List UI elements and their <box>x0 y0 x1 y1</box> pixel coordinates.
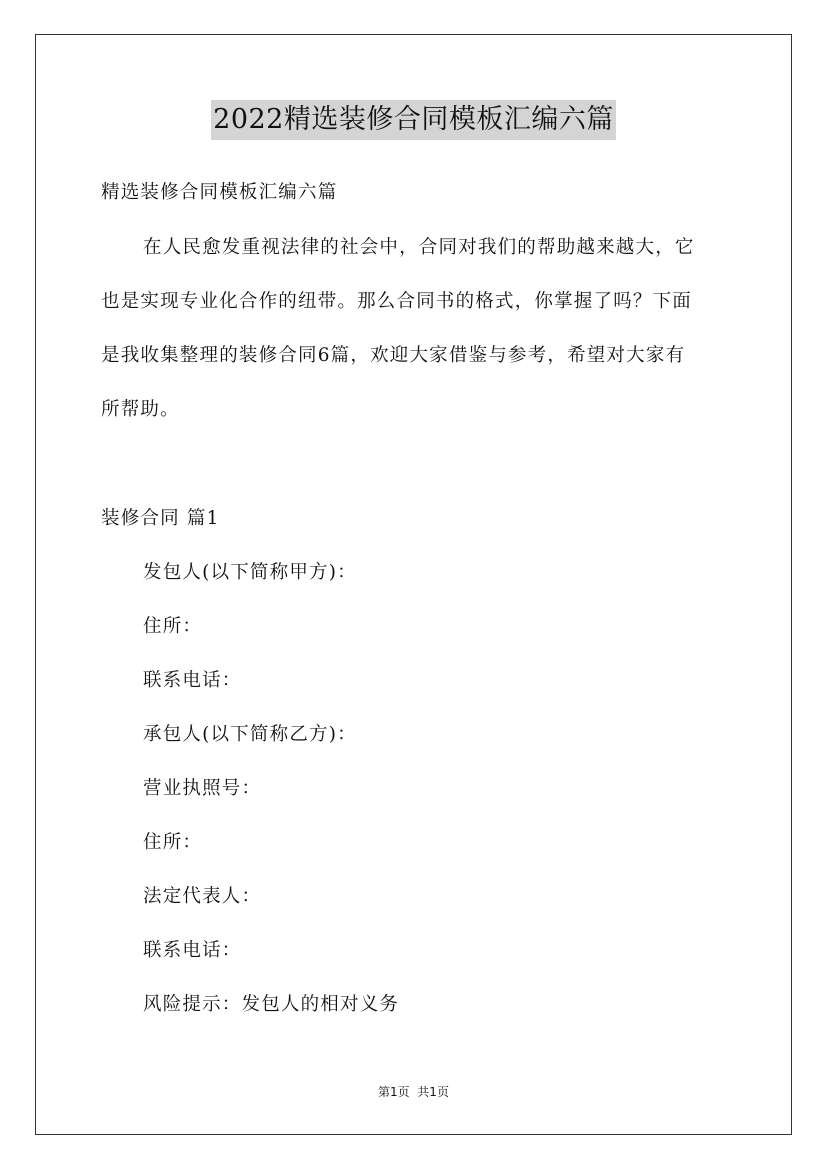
risk-notice: 风险提示：发包人的相对义务 <box>143 994 400 1015</box>
section-heading: 装修合同 篇1 <box>101 508 220 529</box>
document-title: 2022精选装修合同模板汇编六篇 <box>211 100 616 140</box>
field-employer-phone: 联系电话： <box>143 670 242 691</box>
document-subtitle: 精选装修合同模板汇编六篇 <box>101 182 338 203</box>
intro-line-2: 也是实现专业化合作的纽带。那么合同书的格式，你掌握了吗？下面 <box>101 291 693 312</box>
intro-line-3: 是我收集整理的装修合同6篇，欢迎大家借鉴与参考，希望对大家有 <box>101 345 686 366</box>
intro-line-4: 所帮助。 <box>101 399 180 420</box>
field-contractor-phone: 联系电话： <box>143 940 242 961</box>
field-contractor-address: 住所： <box>143 832 203 853</box>
field-contractor: 承包人(以下简称乙方)： <box>143 724 357 745</box>
field-legal-representative: 法定代表人： <box>143 886 262 907</box>
field-business-license: 营业执照号： <box>143 778 262 799</box>
field-employer: 发包人(以下简称甲方)： <box>143 562 357 583</box>
title-container <box>0 100 827 140</box>
field-employer-address: 住所： <box>143 616 203 637</box>
page-footer: 第1页 共1页 <box>378 1085 449 1099</box>
intro-line-1: 在人民愈发重视法律的社会中，合同对我们的帮助越来越大，它 <box>143 237 695 258</box>
